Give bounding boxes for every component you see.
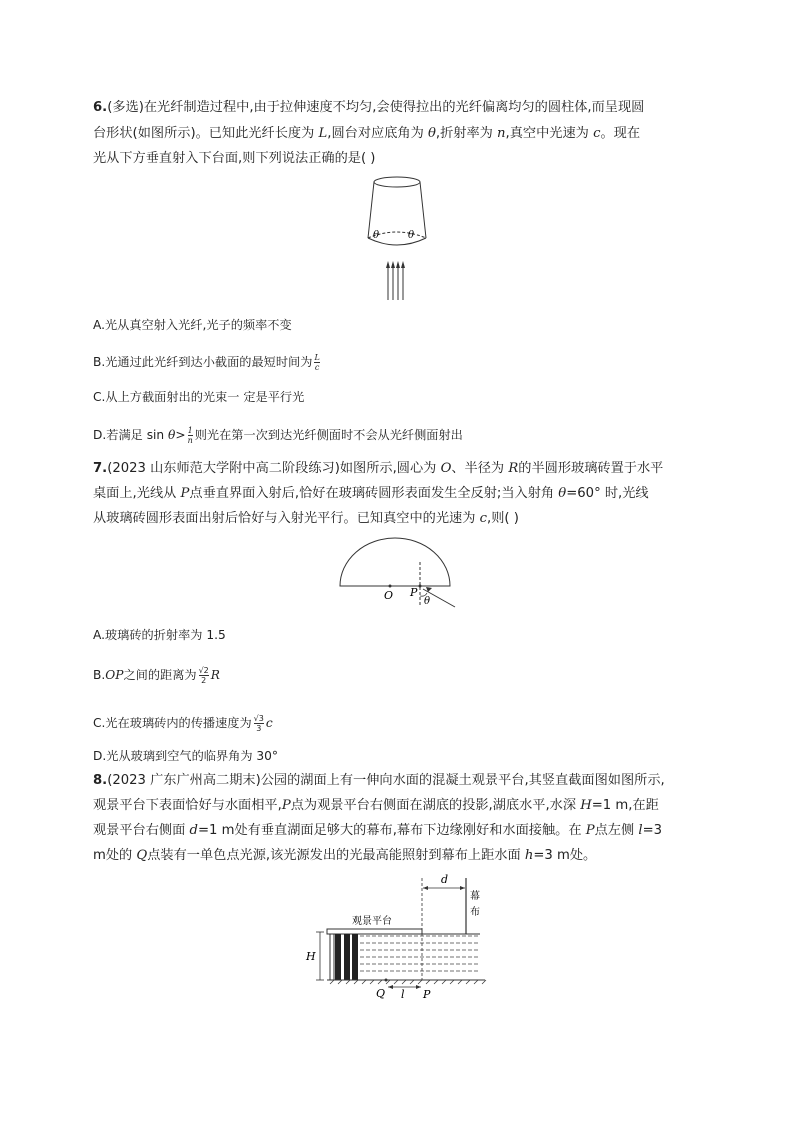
q6-b-fraction: $\frac{L}{c}$ — [314, 353, 320, 372]
q6-option-d[interactable]: D.若满足 sin θ> $\frac{1}{n}$ 则光在第一次到达光纤侧面时不会从光纤侧面射出 — [93, 426, 463, 445]
q8-figure-lake — [300, 870, 495, 1005]
q8-fig-H: H — [306, 950, 316, 963]
q7-line-3: 从玻璃砖圆形表面出射后恰好与入射光平行。已知真空中的光速为 c,则( ) — [93, 511, 519, 526]
q7-line-2: 桌面上,光线从 P点垂直界面入射后,恰好在玻璃砖圆形表面发生全反射;当入射角 θ=60° 时,光线 — [93, 486, 649, 501]
q6-line-3: 光从下方垂直射入下台面,则下列说法正确的是( ) — [93, 151, 376, 166]
q6-line-1: 6.(多选)在光纤制造过程中,由于拉伸速度不均匀,会使得拉出的光纤偏离均匀的圆柱体,而呈现圆 — [93, 100, 645, 115]
q6-number: 6. — [93, 100, 108, 115]
q7-option-c[interactable]: C.光在玻璃砖内的传播速度为 $\frac{√3}{3}$ c — [93, 714, 273, 733]
q7-option-d[interactable]: D.光从玻璃到空气的临界角为 30° — [93, 749, 278, 763]
q7-fig-P: P — [410, 586, 418, 599]
q6-option-c[interactable]: C.从上方截面射出的光束一 定是平行光 — [93, 390, 305, 404]
q7-option-a[interactable]: A.玻璃砖的折射率为 1.5 — [93, 628, 226, 642]
q6-fig-theta-right: θ — [408, 230, 415, 241]
q8-number: 8. — [93, 773, 108, 788]
q8-line-4: m处的 Q点装有一单色点光源,该光源发出的光最高能照射到幕布上距水面 h=3 m处。 — [93, 848, 597, 863]
q6-d-fraction: $\frac{1}{n}$ — [187, 426, 193, 445]
q8-fig-P: P — [423, 988, 431, 1001]
q7-fig-O: O — [384, 589, 394, 602]
q8-fig-curtain-2: 布 — [470, 907, 480, 918]
q8-line-1: 8.(2023 广东广州高二期末)公园的湖面上有一伸向水面的混凝土观景平台,其竖直截面图如图所示, — [93, 773, 665, 788]
q7-b-fraction: $\frac{√2}{2}$ — [198, 666, 209, 685]
q7-c-fraction: $\frac{√3}{3}$ — [253, 714, 264, 733]
q8-fig-platform-label: 观景平台 — [352, 916, 392, 927]
q6-option-b[interactable]: B.光通过此光纤到达小截面的最短时间为 $\frac{L}{c}$ — [93, 353, 320, 372]
q7-number: 7. — [93, 461, 108, 476]
q7-line-1: 7.(2023 山东师范大学附中高二阶段练习)如图所示,圆心为 O、半径为 R的半圆形玻璃砖置于水平 — [93, 461, 664, 476]
q8-fig-Q: Q — [376, 987, 386, 1000]
q6-line-2: 台形状(如图所示)。已知此光纤长度为 L,圆台对应底角为 θ,折射率为 n,真空中光速为 c。现在 — [93, 126, 641, 141]
q8-fig-l: l — [401, 988, 405, 1001]
q8-line-2: 观景平台下表面恰好与水面相平,P点为观景平台右侧面在湖底的投影,湖底水平,水深 H=1 m,在距 — [93, 798, 659, 813]
q7-option-b[interactable]: B.OP之间的距离为 $\frac{√2}{2}$ R — [93, 666, 220, 685]
q8-line-3: 观景平台右侧面 d=1 m处有垂直湖面足够大的幕布,幕布下边缘刚好和水面接触。在 P点左侧 l=3 — [93, 823, 663, 838]
q6-option-a[interactable]: A.光从真空射入光纤,光子的频率不变 — [93, 318, 292, 332]
q6-fig-theta-left: θ — [373, 230, 380, 241]
q7-figure-semicircle — [335, 534, 465, 610]
q7-fig-theta: θ — [424, 596, 431, 607]
q8-fig-d: d — [441, 873, 449, 886]
q6-figure-fiber — [360, 172, 460, 302]
q8-fig-curtain-1: 幕 — [470, 891, 480, 902]
